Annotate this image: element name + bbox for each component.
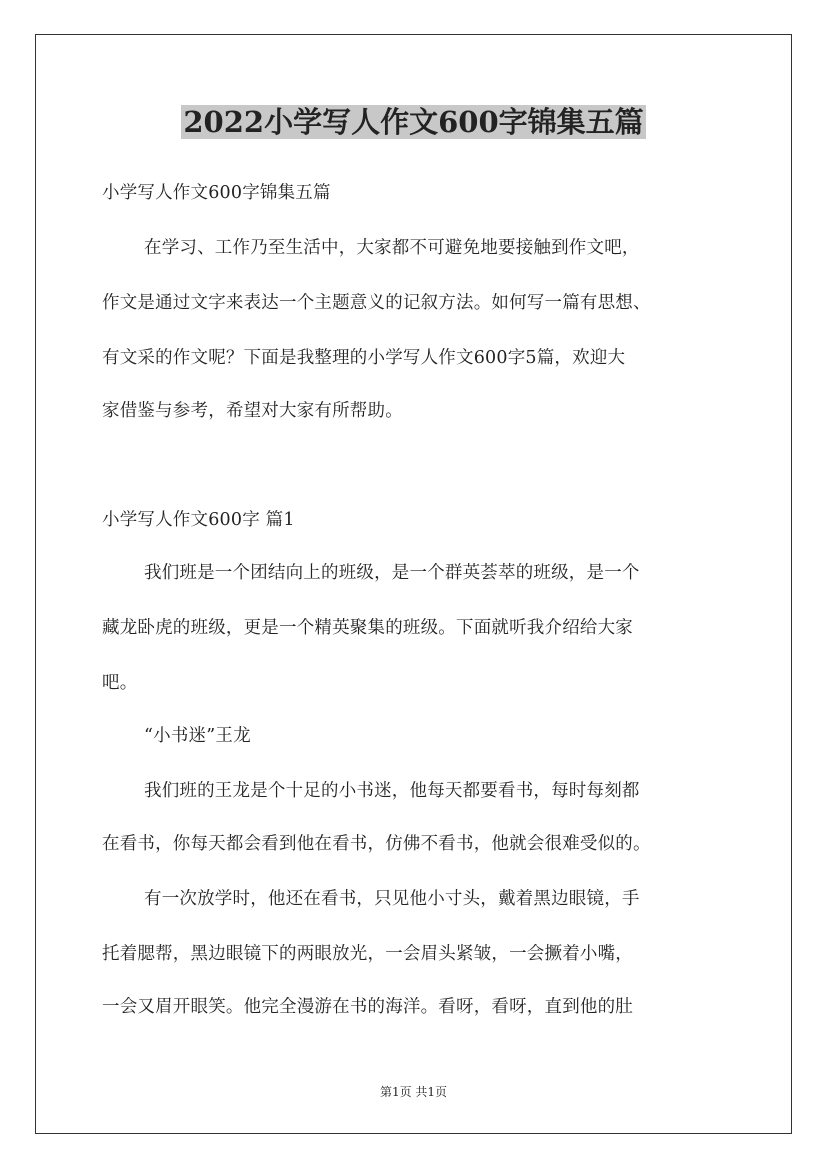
- intro-line-2: 作文是通过文字来表达一个主题意义的记叙方法。如何写一篇有思想、: [102, 293, 651, 313]
- section-heading: 小学写人作文600字 篇1: [102, 510, 295, 530]
- para3-line-1: 有一次放学时，他还在看书，只见他小寸头，戴着黑边眼镜，手: [144, 889, 640, 909]
- page-number-label: 第1页 共1页: [379, 1085, 448, 1099]
- document-title-text: 2022小学写人作文600字锦集五篇: [183, 105, 644, 139]
- para1-line-2: 藏龙卧虎的班级，更是一个精英聚集的班级。下面就听我介绍给大家: [102, 618, 633, 638]
- intro-line-4: 家借鉴与参考，希望对大家有所帮助。: [102, 401, 403, 421]
- para1-line-1: 我们班是一个团结向上的班级，是一个群英荟萃的班级，是一个: [144, 563, 640, 583]
- page-footer: [0, 1084, 827, 1100]
- para3-line-3: 一会又眉开眼笑。他完全漫游在书的海洋。看呀，看呀，直到他的肚: [102, 997, 633, 1017]
- intro-line-3: 有文采的作文呢？下面是我整理的小学写人作文600字5篇，欢迎大: [102, 348, 626, 368]
- sub-heading: “小书迷”王龙: [144, 726, 251, 746]
- para3-line-2: 托着腮帮，黑边眼镜下的两眼放光，一会眉头紧皱，一会撅着小嘴，: [102, 944, 633, 964]
- para1-line-3: 吧。: [102, 673, 138, 693]
- document-subtitle: 小学写人作文600字锦集五篇: [102, 183, 331, 203]
- para2-line-1: 我们班的王龙是个十足的小书迷，他每天都要看书，每时每刻都: [144, 781, 640, 801]
- intro-line-1: 在学习、工作乃至生活中，大家都不可避免地要接触到作文吧，: [144, 238, 640, 258]
- document-title: [0, 100, 827, 144]
- para2-line-2: 在看书，你每天都会看到他在看书，仿佛不看书，他就会很难受似的。: [102, 834, 651, 854]
